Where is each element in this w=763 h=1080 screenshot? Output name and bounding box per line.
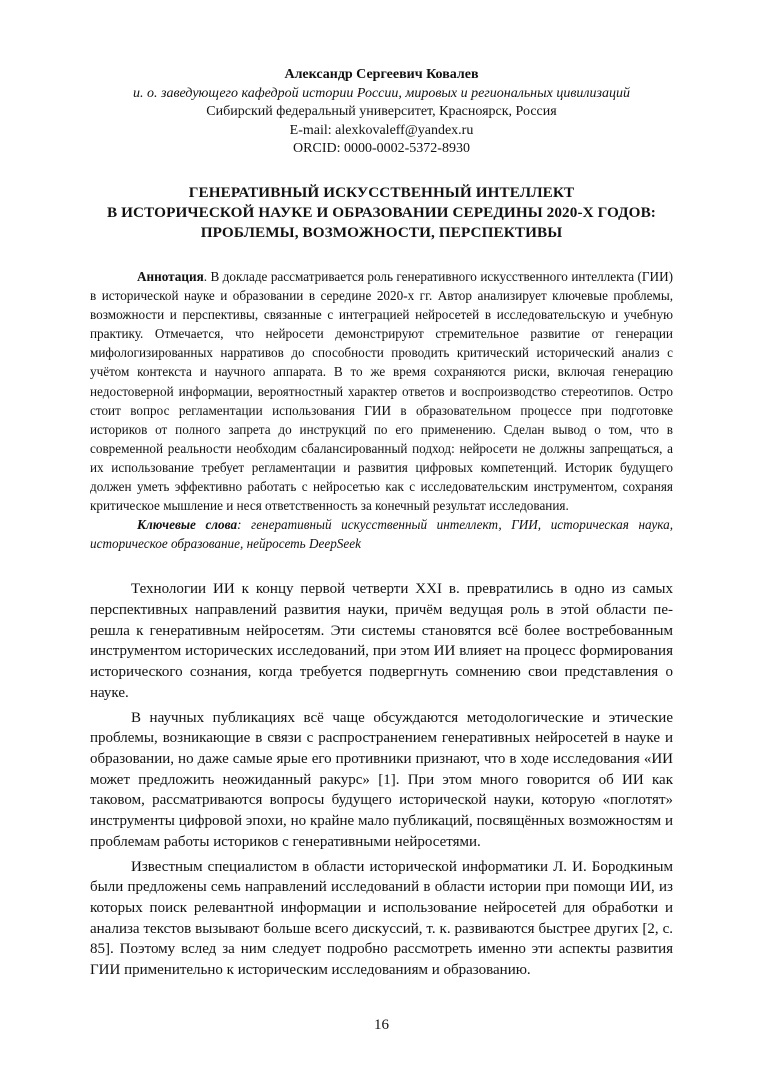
keywords [90, 515, 673, 553]
page-number: 16 [374, 1017, 389, 1033]
title-line-2: В ИСТОРИЧЕСКОЙ НАУКЕ И ОБРАЗОВАНИИ СЕРЕДИНЫ 2020-Х ГОДОВ: [107, 203, 656, 221]
author-affiliation: Сибирский федеральный университет, Красноярск, Россия [206, 104, 557, 120]
abstract [90, 267, 673, 515]
author-block [90, 66, 673, 159]
author-name: Александр Сергеевич Ковалев [284, 67, 479, 82]
body-paragraph-3: Известным специалистом в области исторической информатики Л. И. Бородкиным были предложены семь направлений исследований в области истории при помощи ИИ, из которых поиск релевантной информации и использование нейросетей для обработки и анализа текстов вызывают больше всего дискуссий, т. к. развиваются быстрее других [2, с. 85]. Поэтому вслед за ним следует подробно рассмотреть именно эти аспекты развития ГИИ применительно к историческим исследованиям и образованию. [90, 858, 673, 979]
title-line-3: ПРОБЛЕМЫ, ВОЗМОЖНОСТИ, ПЕРСПЕКТИВЫ [200, 223, 563, 241]
article-title [90, 183, 673, 243]
author-orcid: ORCID: 0000-0002-5372-8930 [293, 141, 470, 157]
keywords-text: : генеративный искусственный интеллект, ГИИ, историческая наука, историческое образование, нейросеть DeepSeek [90, 517, 674, 552]
article-page [90, 66, 673, 985]
abstract-text: . В докладе рассматривается роль генеративного искусственного интеллекта (ГИИ) в исторической науке и образовании в середине 2020-х гг. Автор анализирует ключевые проблемы, возможности и перспективы, связанные с интеграцией нейросетей в исследовательскую и учебную практику. Отмечается, что нейросети демонстрируют стремительное развитие от генерации мифологизированных нарративов до способности проводить критический исторический анализ с учётом контекста и научного аппарата. В то же время сохраняются риски, включая генерацию недостоверной информации, вероятностный характер ответов и воспроизводство стереотипов. Остро стоит вопрос регламентации использования ГИИ в образовательном процессе при подготовке историков от полного запрета до инструкций по его применению. Сделан вывод о том, что в современной реальности необходим сбалансированный подход: нейросети не должны запрещаться, а их использование требует регламентации и развития цифровых компетенций. Историк будущего должен уметь эффективно работать с нейросетью как с исследовательским инструментом, сохраняя критическое мышление и неся ответственность за конечный результат исследования. [90, 268, 673, 514]
author-position: и. о. заведующего кафедрой истории России, мировых и региональных цивилизаций [133, 85, 630, 101]
body-text [90, 579, 673, 980]
body-paragraph-1: Технологии ИИ к концу первой четверти XXI в. превратились в одно из самых перспективных направлений развития науки, причём ведущая роль в этой области перешла к генеративным нейросетям. Эти системы становятся всё более востребованным инструментом исторических исследований, при этом ИИ влияет на процесс формирования исторического сознания, когда требуется подвергнуть сомнению свои представления о науке. [90, 581, 673, 701]
title-line-1: ГЕНЕРАТИВНЫЙ ИСКУССТВЕННЫЙ ИНТЕЛЛЕКТ [188, 183, 575, 201]
abstract-label: Аннотация [137, 268, 204, 284]
body-paragraph-2: В научных публикациях всё чаще обсуждаются методологические и этические проблемы, возникающие в связи с распространением генеративных нейросетей в науке и образовании, но даже самые ярые его противники признают, что в ходе исследования «ИИ может предложить неожиданный ракурс» [1]. При этом много говорится об ИИ как таковом, рассматриваются вопросы будущего исторической науки, которую «поглотят» инструменты цифровой эпохи, но крайне мало публикаций, посвящённых возможностям и проблемам работы историков с генеративными нейросетями. [90, 709, 673, 850]
keywords-label: Ключевые слова [137, 517, 238, 533]
author-email: E-mail: alexkovaleff@yandex.ru [289, 122, 474, 138]
